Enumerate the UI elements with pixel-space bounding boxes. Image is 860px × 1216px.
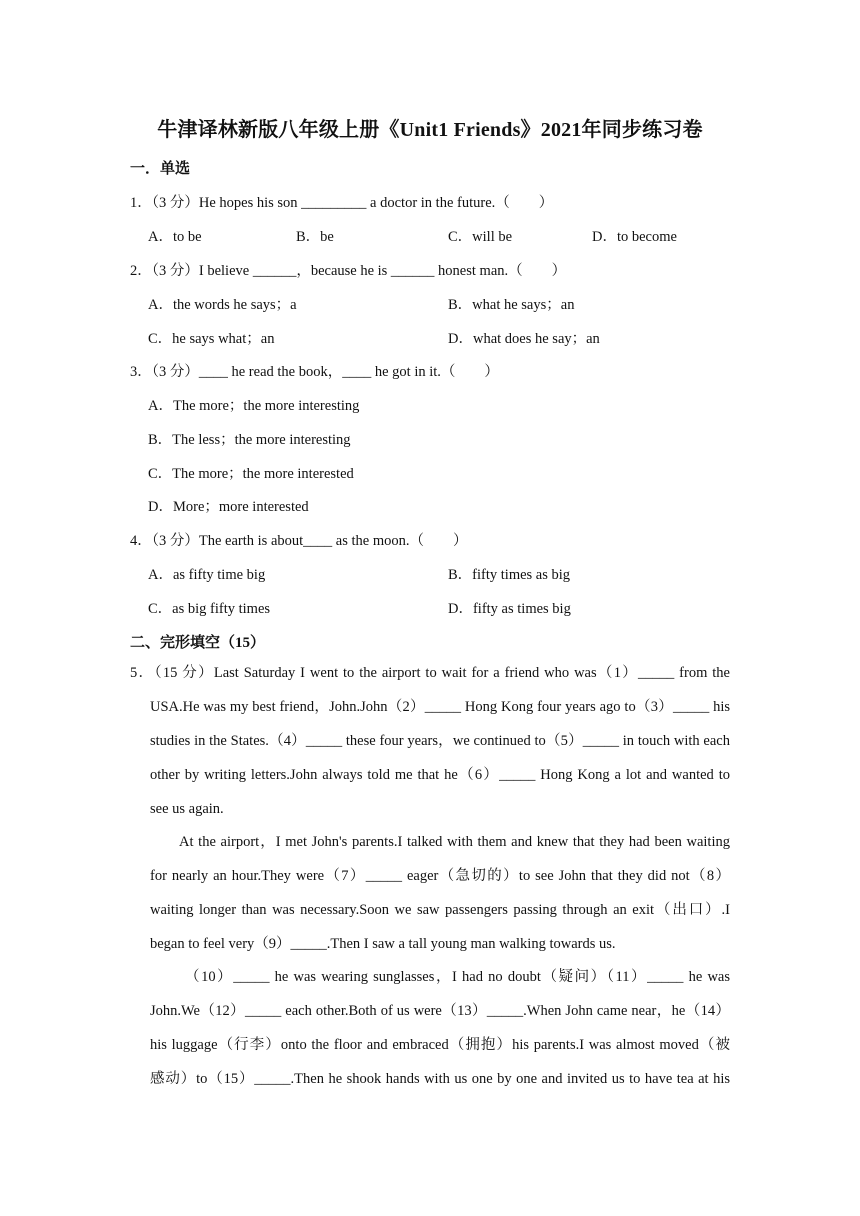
- question-4-option-a: A．as fifty time big: [148, 567, 266, 583]
- cloze-paragraph-1: [150, 690, 730, 826]
- question-3-option-c: C．The more；the more interested: [148, 466, 354, 482]
- question-1-option-c: C．will be: [448, 229, 513, 245]
- section-heading-single-choice: 一．单选: [130, 161, 191, 177]
- question-3-stem: 3．（3 分）____ he read the book，____ he got in it.（ ）: [130, 364, 499, 380]
- cloze-line: John.We（12）_____ each other.Both of us were（13）_____.When John came near，he（14）: [150, 1003, 730, 1019]
- question-4-option-c: C．as big fifty times: [148, 601, 271, 617]
- question-3-option-a: A．The more；the more interesting: [148, 398, 360, 414]
- question-1-option-a: A．to be: [148, 229, 202, 245]
- page-title: 牛津译林新版八年级上册《Unit1 Friends》2021年同步练习卷: [157, 119, 703, 141]
- cloze-line: for nearly an hour.They were（7）_____ eager（急切的）to see John that they did not（8）: [150, 868, 730, 884]
- cloze-line: waiting longer than was necessary.Soon we saw passengers passing through an exit（出口）.I: [150, 902, 730, 918]
- cloze-line: 感动）to（15）_____.Then he shook hands with us one by one and invited us to have tea at his: [150, 1071, 730, 1087]
- cloze-line: studies in the States.（4）_____ these four years，we continued to（5）_____ in touch with each: [150, 733, 730, 749]
- cloze-line: At the airport，I met John's parents.I talked with them and knew that they had been waiting: [179, 834, 730, 850]
- question-3-option-d: D．More；more interested: [148, 499, 309, 515]
- cloze-line: 5．（15 分）Last Saturday I went to the airport to wait for a friend who was（1）_____ from the: [130, 665, 730, 681]
- question-2-option-a: A．the words he says；a: [148, 297, 297, 313]
- question-2-option-b: B．what he says；an: [448, 297, 575, 313]
- question-2-option-c: C．he says what；an: [148, 331, 275, 347]
- cloze-paragraph-2: [150, 825, 730, 961]
- question-2-option-d: D．what does he say；an: [448, 331, 600, 347]
- question-4-option-b: B．fifty times as big: [448, 567, 571, 583]
- question-1-stem: 1．（3 分）He hopes his son _________ a doctor in the future.（ ）: [130, 195, 554, 211]
- cloze-line: see us again.: [150, 801, 224, 817]
- cloze-line: USA.He was my best friend，John.John（2）_____ Hong Kong four years ago to（3）_____ his: [150, 699, 730, 715]
- question-4-stem: 4．（3 分）The earth is about____ as the moon.（ ）: [130, 533, 468, 549]
- cloze-line: other by writing letters.John always told me that he（6）_____ Hong Kong a lot and wanted to: [150, 767, 730, 783]
- cloze-line: （10）_____ he was wearing sunglasses，I had no doubt（疑问）（11）_____ he was: [185, 969, 730, 985]
- cloze-paragraph-3: [150, 960, 730, 1096]
- question-1-option-d: D．to become: [592, 229, 677, 245]
- section-heading-cloze: 二、完形填空（15）: [130, 635, 266, 651]
- cloze-line: began to feel very（9）_____.Then I saw a tall young man walking towards us.: [150, 936, 616, 952]
- cloze-line: his luggage（行李）onto the floor and embraced（拥抱）his parents.I was almost moved（被: [150, 1037, 730, 1053]
- question-1-option-b: B．be: [296, 229, 334, 245]
- question-2-stem: 2．（3 分）I believe ______，because he is ______ honest man.（ ）: [130, 263, 567, 279]
- question-5-first-line: [130, 656, 730, 690]
- question-3-option-b: B．The less；the more interesting: [148, 432, 351, 448]
- question-4-option-d: D．fifty as times big: [448, 601, 571, 617]
